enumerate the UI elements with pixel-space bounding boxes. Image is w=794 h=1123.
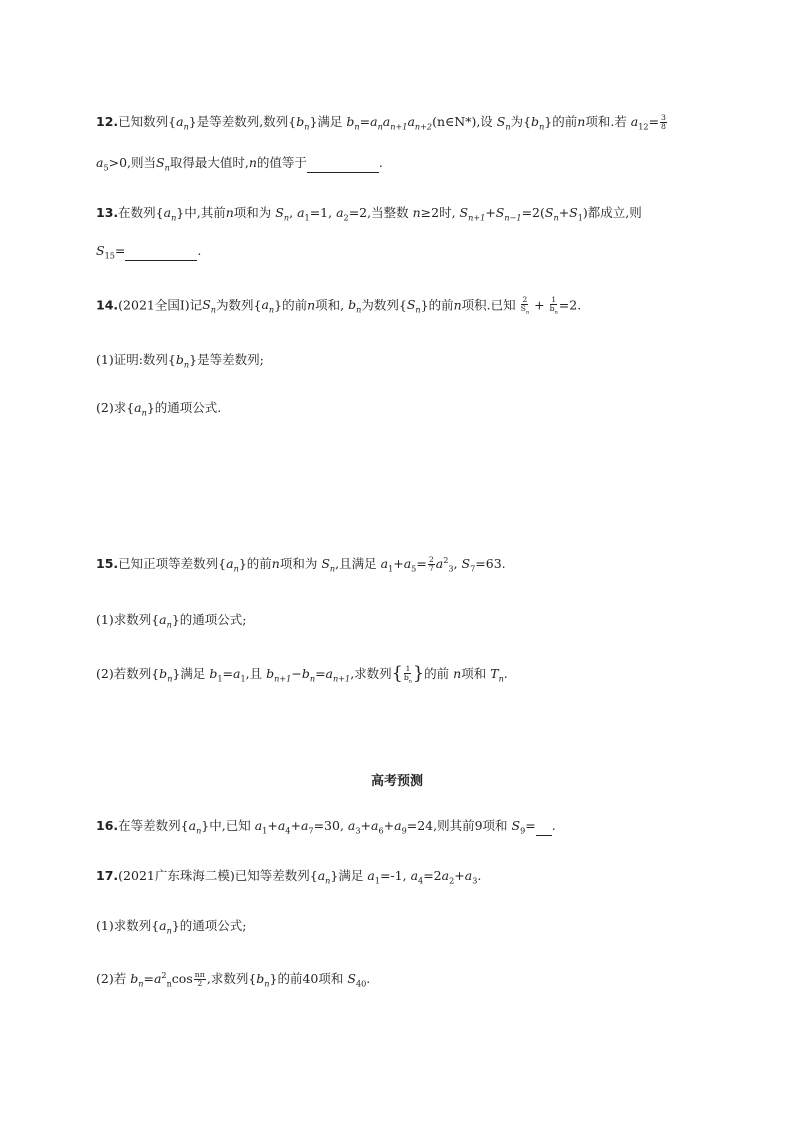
fraction: $\frac{3}{8}$: [661, 113, 666, 132]
answer-blank[interactable]: [307, 160, 379, 174]
problem-number: 13.: [96, 205, 119, 220]
problem-13-line-2: $S_{15}=$ .: [96, 243, 202, 261]
problem-15-part-2: (2)若数列$\{b_n\}$满足 $b_1=a_1$,且 $b_{n+1}-b_n=a_{n+1}$,求数列{ $\frac{1}{b_n}$ }的前 n项和 $T_n$.: [96, 663, 508, 685]
problem-17-line-1: 17.(2021广东珠海二模)已知等差数列$\{a_n\}$满足 $a_1=-1$, $a_4=2a_2+a_3$.: [96, 868, 482, 886]
problem-12-line-2: $a_5>0$,则当$S_n$取得最大值时,n的值等于 .: [96, 155, 383, 173]
problem-15-part-1: (1)求数列$\{a_n\}$的通项公式;: [96, 612, 247, 630]
section-title: 高考预测: [370, 774, 423, 789]
answer-blank[interactable]: [125, 248, 197, 262]
fraction: $\frac{2}{S_n}$: [520, 295, 530, 316]
problem-16: 16.在等差数列$\{a_n\}$中,已知 $a_1+a_4+a_7=30$, $a_3+a_6+a_9=24$,则其前9项和 $S_9=$ .: [96, 818, 556, 836]
problem-14-part-2: (2)求$\{a_n\}$的通项公式.: [96, 400, 222, 418]
fraction: $\frac{2}{7}$: [428, 555, 434, 574]
problem-14-line-1: 14.(2021全国Ⅰ)记$S_n$为数列$\{a_n\}$的前n项和, $b_n$为数列$\{S_n\}$的前n项积.已知 $\frac{2}{S_n}$ + $\frac{1}{b_n}$ =2.: [96, 295, 582, 316]
problem-12-line-1: 12.已知数列$\{a_n\}$是等差数列,数列$\{b_n\}$满足 $b_n=a_na_{n+1}a_{n+2}(n\in N*)$,设 $S_n$为$\{b_n\}$的前n项和.若 $a_{12}=$ $\frac{3}{8}$: [96, 113, 666, 132]
problem-number: 12.: [96, 114, 119, 130]
problem-number: 17.: [96, 868, 119, 883]
problem-number: 14.: [96, 297, 119, 313]
problem-17-part-1: (1)求数列$\{a_n\}$的通项公式;: [96, 918, 247, 936]
problem-14-part-1: (1)证明:数列$\{b_n\}$是等差数列;: [96, 352, 264, 370]
source-tag: (2021全国Ⅰ): [118, 297, 190, 313]
problem-15-line-1: 15.已知正项等差数列$\{a_n\}$的前n项和为 $S_n$,且满足 $a_1+a_5=$ $\frac{2}{7}$ $a^2_3$, $S_7=63$.: [96, 555, 506, 574]
problem-13-line-1: 13.在数列$\{a_n\}$中,其前n项和为 $S_n$, $a_1=1$, $a_2=2$,当整数 n≥2时, $S_{n+1}+S_{n-1}=2(S_n+S_1)$都成立,则: [96, 205, 642, 223]
problem-number: 15.: [96, 556, 119, 572]
source-tag: (2021广东珠海二模): [118, 868, 235, 883]
fraction: $\frac{1}{b_n}$: [403, 663, 413, 685]
problem-17-part-2: (2)若 $b_n=a^2_n\cos$ $\frac{n\pi}{2}$ ,求数列$\{b_n\}$的前40项和 $S_{40}$.: [96, 970, 371, 989]
fraction: $\frac{n\pi}{2}$: [194, 970, 205, 989]
answer-blank[interactable]: [536, 823, 552, 837]
fraction: $\frac{1}{b_n}$: [549, 295, 558, 316]
problem-number: 16.: [96, 818, 119, 833]
